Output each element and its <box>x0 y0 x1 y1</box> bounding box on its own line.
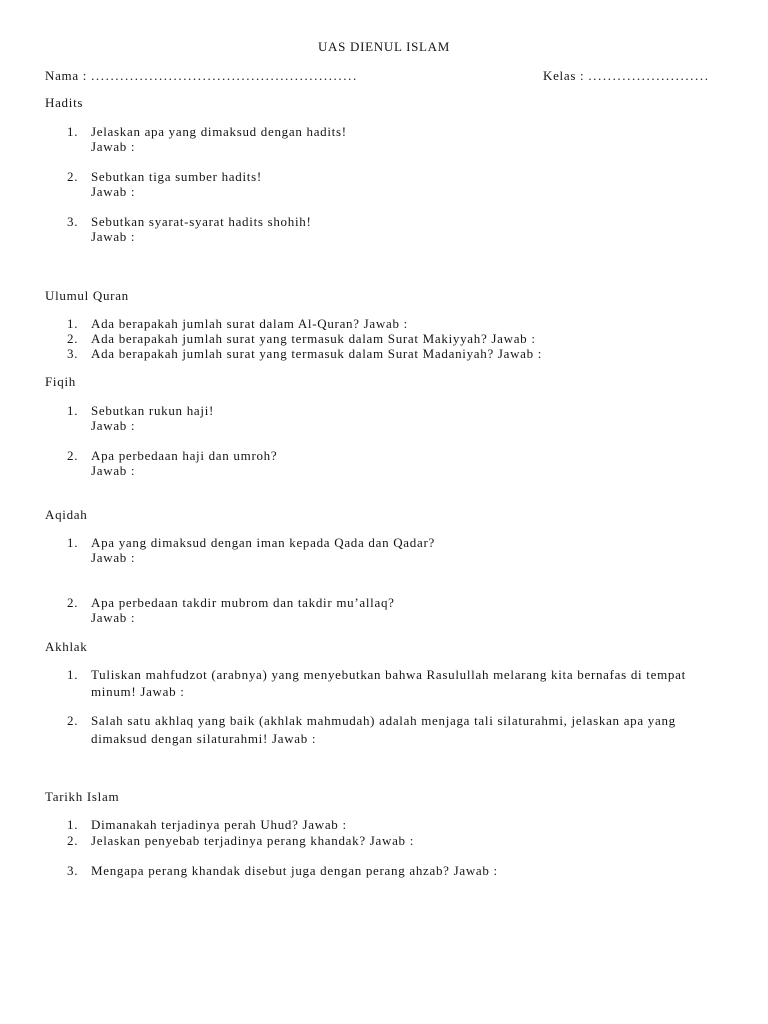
question-number: 3. <box>67 214 79 229</box>
class-dotted-line: ......................... <box>588 68 710 83</box>
question-text-line: minum! Jawab : <box>91 684 185 699</box>
question-text: Dimanakah terjadinya perah Uhud? Jawab : <box>91 817 347 832</box>
answer-label: Jawab : <box>91 610 136 625</box>
question-text: Apa perbedaan takdir mubrom dan takdir mu’allaq? <box>91 595 395 610</box>
question-text-line: dimaksud dengan silaturahmi! Jawab : <box>91 731 317 746</box>
answer-label: Jawab : <box>91 184 136 199</box>
question-text: Apa yang dimaksud dengan iman kepada Qada dan Qadar? <box>91 535 435 550</box>
section-heading-fiqih: Fiqih <box>45 374 76 389</box>
question-number: 1. <box>67 667 79 682</box>
question-number: 2. <box>67 448 79 463</box>
question-text: Jelaskan apa yang dimaksud dengan hadits! <box>91 124 347 139</box>
section-heading-ulumul-quran: Ulumul Quran <box>45 288 129 303</box>
question-text: Ada berapakah jumlah surat yang termasuk dalam Surat Madaniyah? Jawab : <box>91 346 543 361</box>
question-number: 1. <box>67 817 79 832</box>
answer-label: Jawab : <box>91 418 136 433</box>
name-dotted-line: ....................................................... <box>91 68 358 83</box>
question-number: 3. <box>67 346 79 361</box>
question-text: Ada berapakah jumlah surat yang termasuk dalam Surat Makiyyah? Jawab : <box>91 331 536 346</box>
question-number: 1. <box>67 535 79 550</box>
section-heading-hadits: Hadits <box>45 95 84 110</box>
question-text: Mengapa perang khandak disebut juga dengan perang ahzab? Jawab : <box>91 863 498 878</box>
question-number: 2. <box>67 833 79 848</box>
class-field-row <box>543 68 710 84</box>
question-number: 2. <box>67 713 79 728</box>
question-number: 2. <box>67 331 79 346</box>
question-number: 1. <box>67 316 79 331</box>
question-text: Jelaskan penyebab terjadinya perang khandak? Jawab : <box>91 833 415 848</box>
section-heading-tarikh-islam: Tarikh Islam <box>45 789 120 804</box>
question-text: Sebutkan tiga sumber hadits! <box>91 169 262 184</box>
question-text: Apa perbedaan haji dan umroh? <box>91 448 278 463</box>
question-number: 2. <box>67 595 79 610</box>
question-text: Ada berapakah jumlah surat dalam Al-Quran? Jawab : <box>91 316 408 331</box>
name-field-row <box>45 68 358 84</box>
class-label: Kelas : <box>543 68 585 83</box>
answer-label: Jawab : <box>91 229 136 244</box>
question-text: Sebutkan syarat-syarat hadits shohih! <box>91 214 312 229</box>
question-text-line: Salah satu akhlaq yang baik (akhlak mahmudah) adalah menjaga tali silaturahmi, jelaskan apa yang <box>91 713 676 728</box>
name-label: Nama : <box>45 68 88 83</box>
question-number: 1. <box>67 403 79 418</box>
question-number: 3. <box>67 863 79 878</box>
question-text-line: Tuliskan mahfudzot (arabnya) yang menyebutkan bahwa Rasulullah melarang kita bernafas di tempat <box>91 667 686 682</box>
question-number: 1. <box>67 124 79 139</box>
question-number: 2. <box>67 169 79 184</box>
answer-label: Jawab : <box>91 139 136 154</box>
document-title: UAS DIENUL ISLAM <box>317 39 451 54</box>
answer-label: Jawab : <box>91 550 136 565</box>
answer-label: Jawab : <box>91 463 136 478</box>
section-heading-akhlak: Akhlak <box>45 639 88 654</box>
question-text: Sebutkan rukun haji! <box>91 403 215 418</box>
section-heading-aqidah: Aqidah <box>45 507 88 522</box>
